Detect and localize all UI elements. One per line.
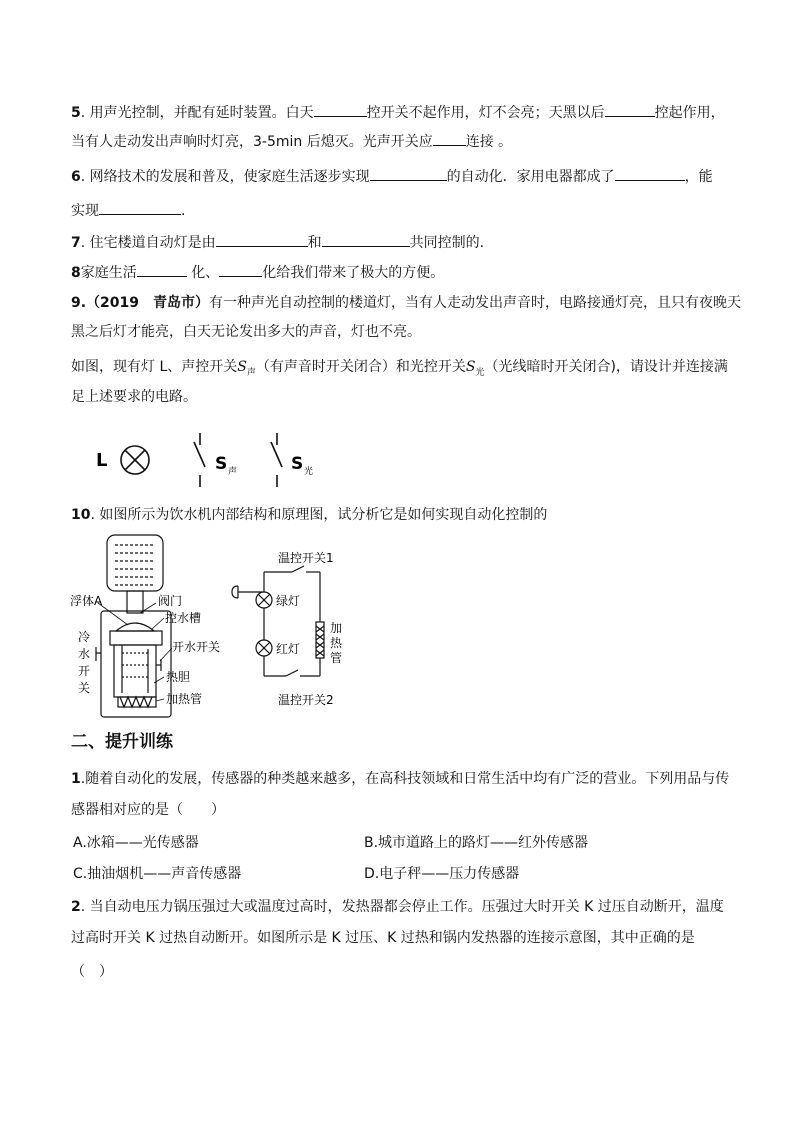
section-title: 二、提升训练 [71,732,173,752]
temp-switch-2-label: 温控开关2 [278,693,334,707]
text: . 如图所示为饮水机内部结构和原理图，试分析它是如何实现自动化控制的 [90,507,548,523]
text: （有声音时开关闭合）和光控开关 [255,359,466,375]
temp-switch-1-label: 温控开关1 [278,551,334,565]
question-10 [71,505,547,525]
question-number: 9.（2019 青岛市） [71,295,210,311]
question-5-line-1 [71,101,725,123]
text: 控开关不起作用，灯不会亮；天黑以后 [366,105,605,121]
text: （光线暗时开关闭合)，请设计并连接满 [484,359,728,375]
option-d[interactable]: D.电子秤——压力传感器 [364,866,520,882]
text: 家庭生活 [80,265,137,281]
green-lamp-symbol [256,592,272,608]
practice-2-line-2: 过高时开关 K 过热自动断开。如图所示是 K 过压、K 过热和锅内发热器的连接示意图，其中正确的是 [71,930,695,946]
text: . 用声光控制，并配有延时装置。白天 [80,105,314,121]
question-9-line-1 [71,293,741,313]
text: . 住宅楼道自动灯是由 [80,235,216,251]
hot-water-switch-label: 开水开关 [172,640,221,654]
lamp-symbol [121,446,149,474]
red-lamp-symbol [256,640,272,656]
option-c[interactable]: C.抽油烟机——声音传感器 [73,866,242,882]
question-6-line-2 [71,199,185,221]
question-number: 7 [71,235,81,251]
text: 的自动化．家用电器都成了 [446,169,615,185]
answer-blank[interactable] [605,101,655,117]
text: 化给我们带来了极大的方便。 [262,265,445,281]
answer-blank[interactable] [615,165,685,181]
answer-blank[interactable] [216,231,308,247]
valve-label: 阀门 [158,594,183,608]
sound-switch-symbol [194,433,205,487]
option-b[interactable]: B.城市道路上的路灯——红外传感器 [364,835,589,851]
text: 连接 。 [465,134,513,150]
text: 实现 [71,203,99,219]
practice-1-line-1 [71,769,729,789]
text: 如图，现有灯 L、声控开关 [71,359,238,375]
light-switch-symbol [271,433,282,487]
question-number: 5 [71,105,81,121]
heating-element-symbol [316,622,324,658]
option-a[interactable]: A.冰箱——光传感器 [73,835,199,851]
text: . 网络技术的发展和普及，使家庭生活逐步实现 [80,169,370,185]
heating-tube-char: 加 [330,621,343,635]
answer-blank[interactable] [137,261,187,277]
float-label: 浮体A [70,594,103,608]
sound-switch-subscript: 声 [228,467,238,477]
question-9-line-4: 足上述要求的电路。 [71,389,197,405]
dispenser-body [96,611,171,717]
text: 共同控制的. [409,235,485,251]
answer-blank[interactable] [370,165,447,181]
cold-water-switch-char: 关 [78,681,91,695]
practice-2-line-1 [71,897,724,917]
text: 和 [307,235,322,251]
question-7 [71,231,484,253]
question-9-line-2: 黑之后灯才能亮，白天无论发出多大的声音，灯也不亮。 [71,324,421,340]
water-tank-label: 控水槽 [165,611,202,625]
question-number: 6 [71,169,81,185]
text: 化、 [186,265,220,281]
text: 当有人走动发出声响时灯亮，3-5min 后熄灭。光声开关应 [71,134,433,150]
question-number: 8 [71,265,81,281]
answer-blank[interactable] [322,231,410,247]
question-number: 10 [71,507,91,523]
switch-symbol: S [465,359,476,375]
answer-blank[interactable] [219,261,262,277]
sound-switch-label: S [215,454,228,474]
question-8 [71,261,444,283]
light-switch-subscript: 光 [304,467,314,477]
heating-liner-label: 热胆 [166,670,191,684]
answer-blank[interactable] [314,101,367,117]
question-6-line-1 [71,165,713,187]
practice-2-line-3: （ ） [71,964,113,980]
text: ，能 [684,169,713,185]
practice-1-line-2: 感器相对应的是（ ） [71,802,225,818]
circuit-wires [232,566,320,676]
lamp-label: L [96,450,108,471]
text: . [181,203,186,219]
heating-tube-char: 管 [330,651,343,665]
light-switch-label: S [291,454,304,474]
subscript: 声 [246,367,256,378]
question-number: 2 [71,899,81,915]
question-number: 1 [71,771,81,787]
answer-blank[interactable] [99,199,181,215]
text: . 当自动电压力锅压强过大或温度过高时，发热器都会停止工作。压强过大时开关 K 过压自动断开，温度 [80,899,724,915]
cold-water-switch-char: 水 [78,647,91,661]
red-lamp-label: 红灯 [276,642,301,656]
question-5-line-2 [71,130,512,152]
text: 有一种声光自动控制的楼道灯，当有人走动发出声音时，电路接通灯亮，且只有夜晚天 [209,295,742,311]
water-dispenser-circuit-figure [228,548,358,708]
cold-water-switch-char: 开 [78,664,91,678]
subscript: 光 [475,367,485,378]
water-bottle [107,535,163,613]
text: 控起作用， [654,105,725,121]
heating-tube-label: 加热管 [166,692,203,706]
water-dispenser-structure-figure [68,533,238,723]
q9-components-figure [90,425,330,495]
answer-blank[interactable] [433,130,466,146]
question-9-line-3 [71,357,728,383]
label-leaders [98,603,172,701]
switch-symbol: S [237,359,247,375]
green-lamp-label: 绿灯 [276,594,301,608]
heating-tube-char: 热 [330,636,343,650]
cold-water-switch-char: 冷 [78,630,91,644]
text: .随着自动化的发展，传感器的种类越来越多，在高科技领域和日常生活中均有广泛的营业。下列用品与传 [80,771,730,787]
